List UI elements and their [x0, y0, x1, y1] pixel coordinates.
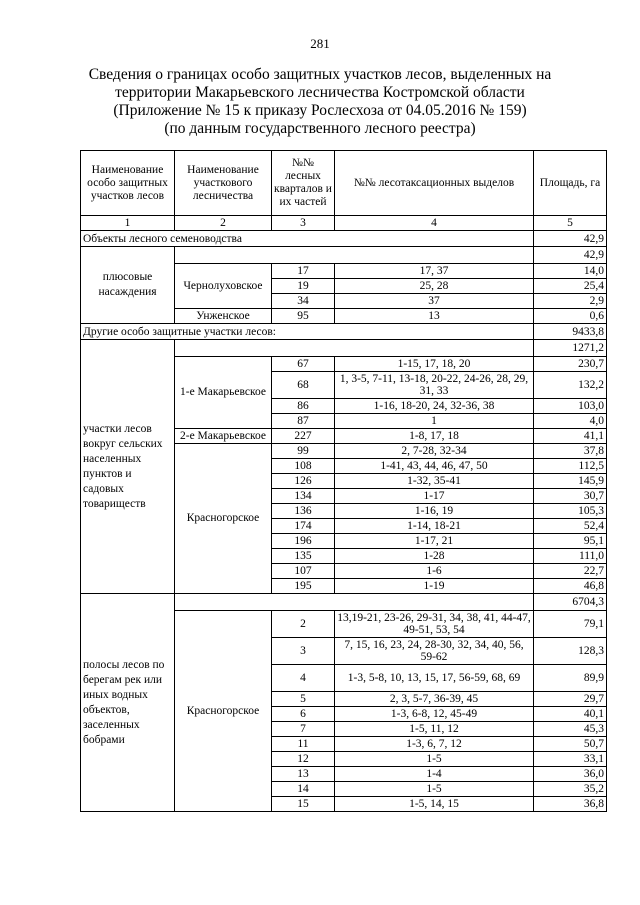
column-index: 2 — [175, 216, 272, 231]
area-value: 36,8 — [534, 797, 607, 812]
column-index-row — [81, 216, 607, 231]
area-value: 35,2 — [534, 782, 607, 797]
table-body — [81, 231, 607, 812]
parcel-numbers: 17, 37 — [335, 264, 534, 279]
area-value: 105,3 — [534, 504, 607, 519]
title-line: территории Макарьевского лесничества Костромской области — [115, 84, 525, 101]
area-value: 79,1 — [534, 611, 607, 638]
title-line: (по данным государственного лесного реестра) — [164, 120, 476, 137]
parcel-numbers: 1-14, 18-21 — [335, 519, 534, 534]
protected-areas-table — [80, 150, 607, 812]
parcel-numbers: 1 — [335, 414, 534, 429]
quarter-number: 19 — [272, 279, 335, 294]
parcel-numbers: 2, 3, 5-7, 36-39, 45 — [335, 692, 534, 707]
forestry-name: Унженское — [175, 309, 272, 324]
group-total-area: 6704,3 — [534, 594, 607, 611]
column-index: 4 — [335, 216, 534, 231]
quarter-number: 4 — [272, 665, 335, 692]
group-total-spacer — [175, 340, 534, 357]
section-label: Другие особо защитные участки лесов: — [81, 324, 534, 340]
area-value: 29,7 — [534, 692, 607, 707]
protected-area-name: участки лесов вокруг сельских населенных пунктов и садовых товариществ — [81, 340, 175, 594]
area-value: 128,3 — [534, 638, 607, 665]
header-quarters: №№ лесных кварталов и их частей — [272, 151, 335, 216]
parcel-numbers: 1, 3-5, 7-11, 13-18, 20-22, 24-26, 28, 29, 31, 33 — [335, 372, 534, 399]
area-value: 0,6 — [534, 309, 607, 324]
parcel-numbers: 1-8, 17, 18 — [335, 429, 534, 444]
quarter-number: 126 — [272, 474, 335, 489]
header-protected-area: Наименование особо защитных участков лесов — [81, 151, 175, 216]
quarter-number: 34 — [272, 294, 335, 309]
group-total-spacer — [175, 594, 534, 611]
section-area: 42,9 — [534, 231, 607, 247]
parcel-numbers: 1-3, 6, 7, 12 — [335, 737, 534, 752]
column-index: 3 — [272, 216, 335, 231]
quarter-number: 6 — [272, 707, 335, 722]
quarter-number: 136 — [272, 504, 335, 519]
parcel-numbers: 1-3, 6-8, 12, 45-49 — [335, 707, 534, 722]
header-forestry: Наименование участкового лесничества — [175, 151, 272, 216]
area-value: 89,9 — [534, 665, 607, 692]
column-index: 1 — [81, 216, 175, 231]
area-value: 30,7 — [534, 489, 607, 504]
area-value: 52,4 — [534, 519, 607, 534]
parcel-numbers: 1-17, 21 — [335, 534, 534, 549]
forestry-name: Чернолуховское — [175, 264, 272, 309]
quarter-number: 196 — [272, 534, 335, 549]
quarter-number: 14 — [272, 782, 335, 797]
quarter-number: 11 — [272, 737, 335, 752]
quarter-number: 12 — [272, 752, 335, 767]
forestry-name: 2-е Макарьевское — [175, 429, 272, 444]
quarter-number: 174 — [272, 519, 335, 534]
quarter-number: 95 — [272, 309, 335, 324]
group-total-row — [81, 247, 607, 264]
parcel-numbers: 25, 28 — [335, 279, 534, 294]
area-value: 50,7 — [534, 737, 607, 752]
column-index: 5 — [534, 216, 607, 231]
group-total-spacer — [175, 247, 534, 264]
header-parcels: №№ лесотаксационных выделов — [335, 151, 534, 216]
forestry-name: 1-е Макарьевское — [175, 357, 272, 429]
area-value: 103,0 — [534, 399, 607, 414]
parcel-numbers: 1-15, 17, 18, 20 — [335, 357, 534, 372]
parcel-numbers: 1-6 — [335, 564, 534, 579]
title-line: (Приложение № 15 к приказу Рослесхоза от 04.05.2016 № 159) — [113, 102, 527, 119]
forestry-name: Красногорское — [175, 444, 272, 594]
quarter-number: 107 — [272, 564, 335, 579]
area-value: 4,0 — [534, 414, 607, 429]
area-value: 22,7 — [534, 564, 607, 579]
group-total-area: 42,9 — [534, 247, 607, 264]
area-value: 230,7 — [534, 357, 607, 372]
area-value: 145,9 — [534, 474, 607, 489]
area-value: 45,3 — [534, 722, 607, 737]
quarter-number: 13 — [272, 767, 335, 782]
quarter-number: 7 — [272, 722, 335, 737]
protected-area-name: полосы лесов по берегам рек или иных водных объектов, заселенных бобрами — [81, 594, 175, 812]
quarter-number: 135 — [272, 549, 335, 564]
parcel-numbers: 1-19 — [335, 579, 534, 594]
group-total-row — [81, 594, 607, 611]
parcel-numbers: 1-16, 18-20, 24, 32-36, 38 — [335, 399, 534, 414]
section-area: 9433,8 — [534, 324, 607, 340]
parcel-numbers: 1-17 — [335, 489, 534, 504]
area-value: 111,0 — [534, 549, 607, 564]
quarter-number: 195 — [272, 579, 335, 594]
parcel-numbers: 1-3, 5-8, 10, 13, 15, 17, 56-59, 68, 69 — [335, 665, 534, 692]
parcel-numbers: 7, 15, 16, 23, 24, 28-30, 32, 34, 40, 56, 59-62 — [335, 638, 534, 665]
quarter-number: 5 — [272, 692, 335, 707]
parcel-numbers: 1-5 — [335, 782, 534, 797]
area-value: 25,4 — [534, 279, 607, 294]
section-row — [81, 231, 607, 247]
quarter-number: 99 — [272, 444, 335, 459]
quarter-number: 15 — [272, 797, 335, 812]
area-value: 41,1 — [534, 429, 607, 444]
parcel-numbers: 1-16, 19 — [335, 504, 534, 519]
quarter-number: 87 — [272, 414, 335, 429]
parcel-numbers: 1-5, 11, 12 — [335, 722, 534, 737]
group-total-row — [81, 340, 607, 357]
table-header-row — [81, 151, 607, 216]
document-title — [40, 66, 600, 138]
area-value: 2,9 — [534, 294, 607, 309]
area-value: 95,1 — [534, 534, 607, 549]
header-area: Площадь, га — [534, 151, 607, 216]
parcel-numbers: 2, 7-28, 32-34 — [335, 444, 534, 459]
forestry-name: Красногорское — [175, 611, 272, 812]
parcel-numbers: 1-4 — [335, 767, 534, 782]
parcel-numbers: 37 — [335, 294, 534, 309]
quarter-number: 2 — [272, 611, 335, 638]
parcel-numbers: 1-28 — [335, 549, 534, 564]
area-value: 132,2 — [534, 372, 607, 399]
quarter-number: 67 — [272, 357, 335, 372]
area-value: 36,0 — [534, 767, 607, 782]
parcel-numbers: 13,19-21, 23-26, 29-31, 34, 38, 41, 44-47, 49-51, 53, 54 — [335, 611, 534, 638]
area-value: 112,5 — [534, 459, 607, 474]
quarter-number: 17 — [272, 264, 335, 279]
area-value: 40,1 — [534, 707, 607, 722]
section-label: Объекты лесного семеноводства — [81, 231, 534, 247]
area-value: 37,8 — [534, 444, 607, 459]
area-value: 46,8 — [534, 579, 607, 594]
title-line: Сведения о границах особо защитных участков лесов, выделенных на — [88, 66, 552, 83]
quarter-number: 86 — [272, 399, 335, 414]
parcel-numbers: 13 — [335, 309, 534, 324]
area-value: 33,1 — [534, 752, 607, 767]
section-row — [81, 324, 607, 340]
quarter-number: 227 — [272, 429, 335, 444]
area-value: 14,0 — [534, 264, 607, 279]
group-total-area: 1271,2 — [534, 340, 607, 357]
parcel-numbers: 1-41, 43, 44, 46, 47, 50 — [335, 459, 534, 474]
quarter-number: 134 — [272, 489, 335, 504]
parcel-numbers: 1-5, 14, 15 — [335, 797, 534, 812]
quarter-number: 3 — [272, 638, 335, 665]
quarter-number: 68 — [272, 372, 335, 399]
quarter-number: 108 — [272, 459, 335, 474]
protected-area-name: плюсовые насаждения — [81, 247, 175, 324]
parcel-numbers: 1-5 — [335, 752, 534, 767]
parcel-numbers: 1-32, 35-41 — [335, 474, 534, 489]
page-number: 281 — [310, 36, 330, 51]
